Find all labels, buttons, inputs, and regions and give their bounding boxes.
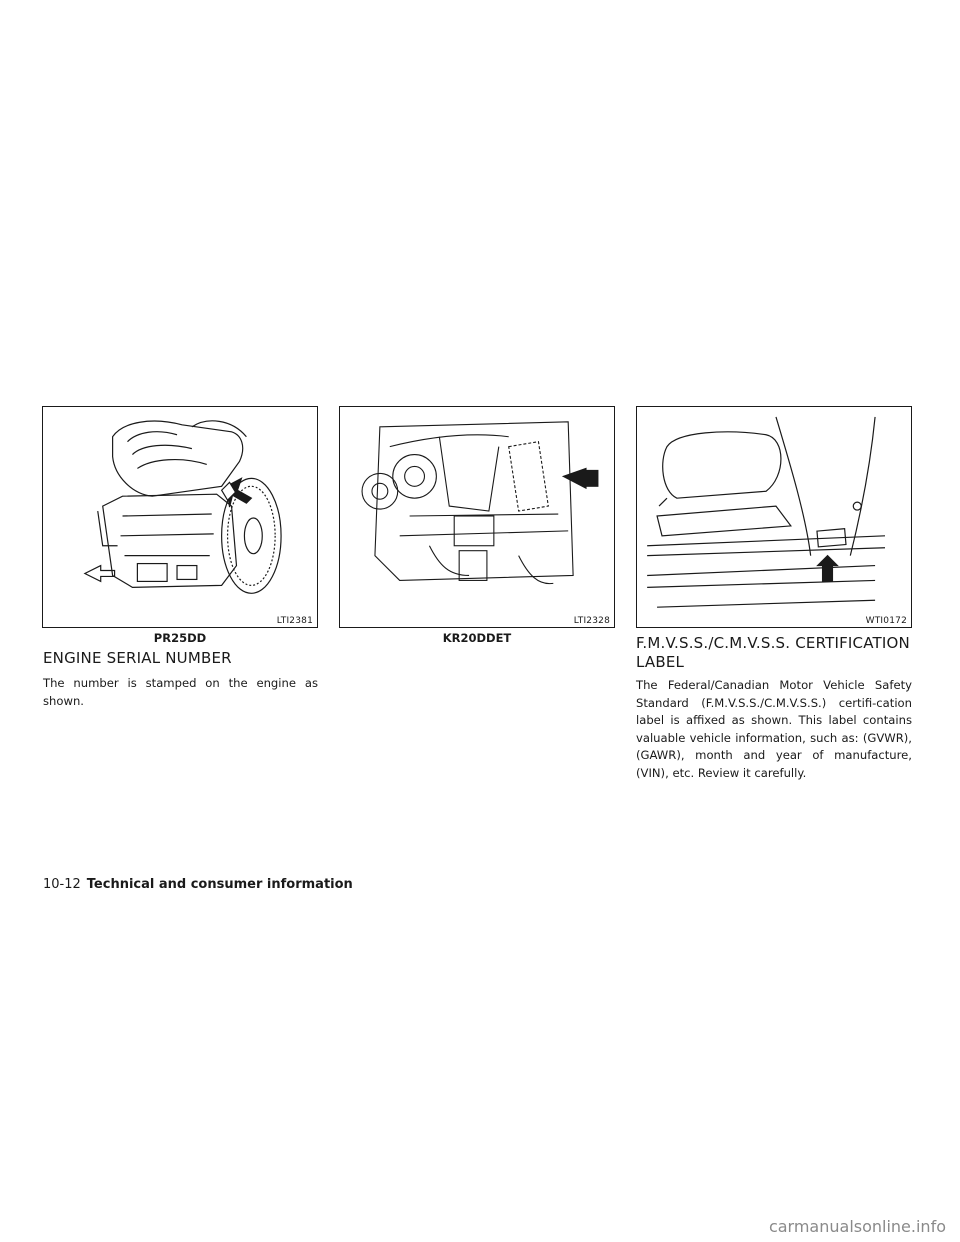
figure-code: WTI0172 <box>865 616 907 626</box>
figure-pr25dd-engine <box>42 406 318 628</box>
figure-certification-label <box>636 406 912 628</box>
section-body-engine-serial-number: The number is stamped on the engine as shown. <box>43 676 318 708</box>
section-heading-certification-label: F.M.V.S.S./C.M.V.S.S. CERTIFICATION LABEL <box>636 634 910 671</box>
figure-code: LTI2328 <box>573 616 610 626</box>
figure-code: LTI2381 <box>276 616 313 626</box>
section-body-certification-label: The Federal/Canadian Motor Vehicle Safety Standard (F.M.V.S.S./C.M.V.S.S.) certifi-cation label is affixed as shown. This label contains valuable vehicle information, such as: (GVWR), (GAWR), month and year of manufacture, (VIN), etc. Review it carefully. <box>636 678 912 780</box>
figure-caption: PR25DD <box>153 631 207 645</box>
figure-kr20ddet-engine <box>339 406 615 628</box>
door-sill-illustration <box>637 407 911 627</box>
watermark: carmanualsonline.info <box>768 1217 946 1236</box>
footer-section-title: Technical and consumer information <box>86 877 353 892</box>
engine-kr20ddet-illustration <box>340 407 614 627</box>
section-heading-engine-serial-number: ENGINE SERIAL NUMBER <box>43 649 232 667</box>
figure-caption: KR20DDET <box>442 631 512 645</box>
page-footer <box>43 877 353 892</box>
engine-pr25dd-illustration <box>43 407 317 627</box>
page-number: 10-12 <box>43 877 81 892</box>
